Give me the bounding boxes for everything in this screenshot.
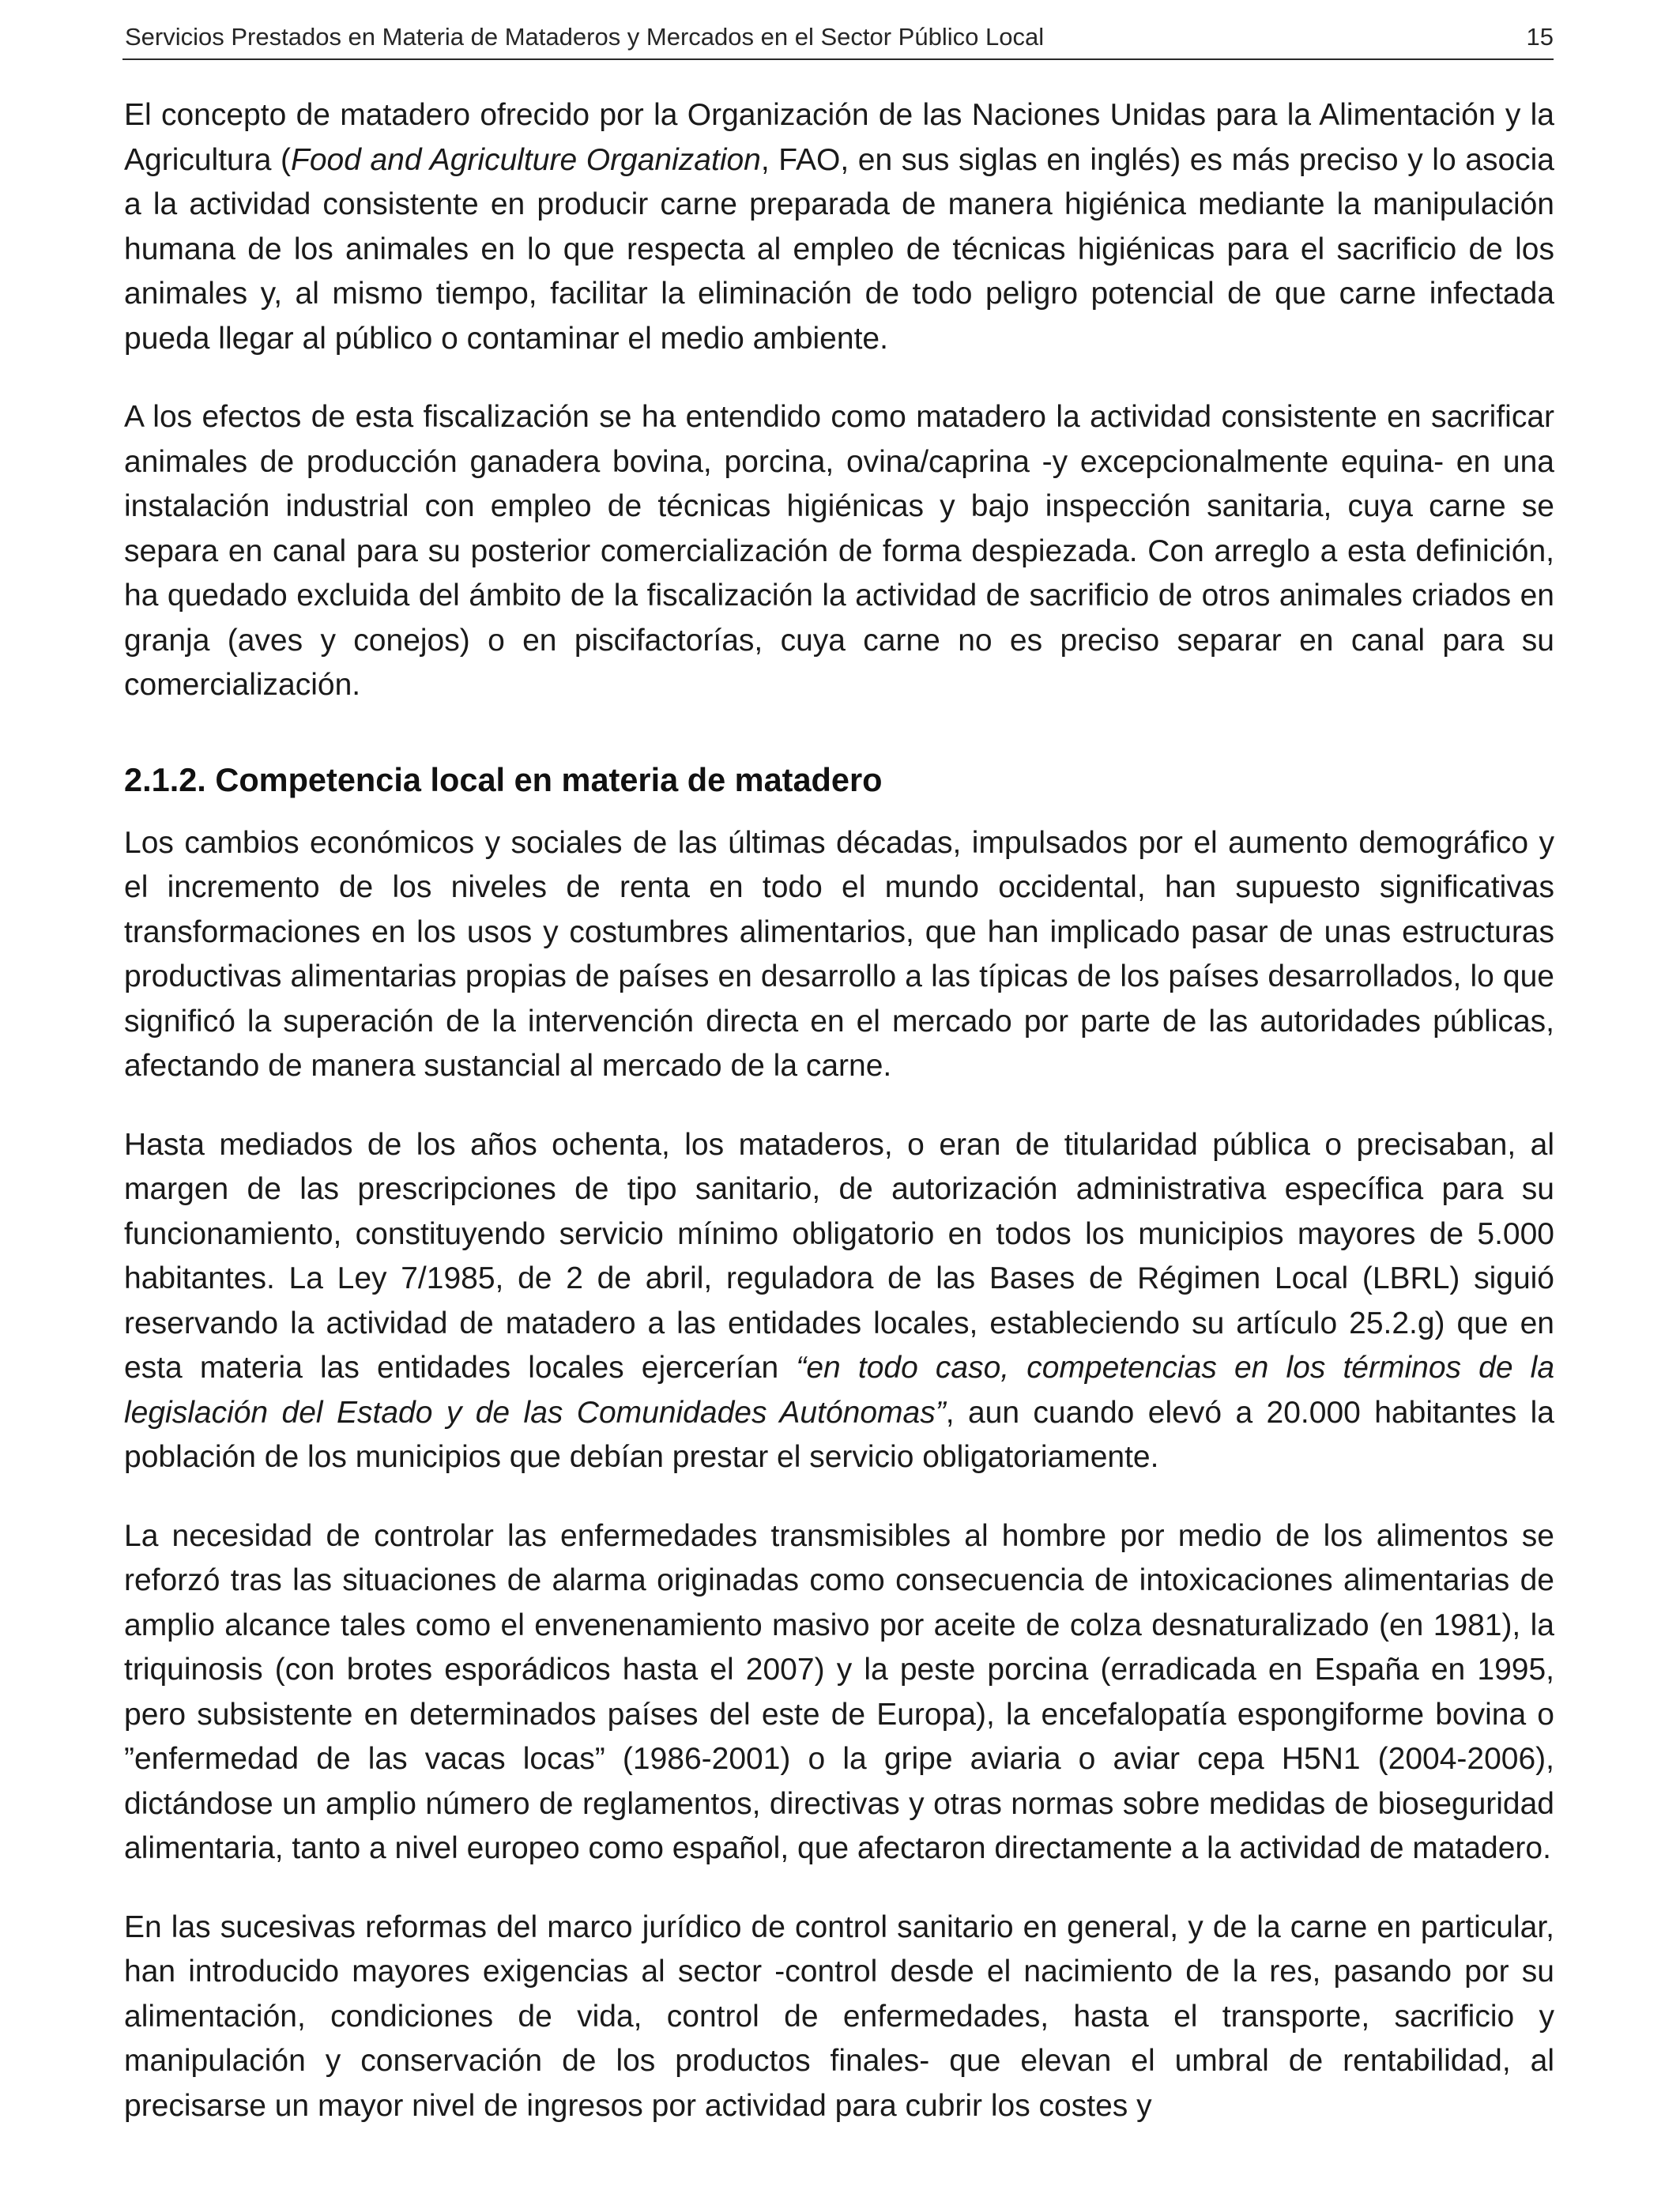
- paragraph-reforms: En las sucesivas reformas del marco jurídico de control sanitario en general, y de la carne en particular, han introducido mayores exigencias al sector -control desde el nacimiento de la res, pasando por su alimentación, condiciones de vida, control de enfermedades, hasta el transporte, sacrificio y manipulación y conservación de los productos finales- que elevan el umbral de rentabilidad, al precisarse un mayor nivel de ingresos por actividad para cubrir los costes y: [124, 1909, 1554, 2123]
- page-number: 15: [1526, 23, 1554, 51]
- paragraph-text: El concepto de matadero ofrecido por la Organización de las Naciones Unidas para la Alimentación y la Agricultura (: [124, 98, 1554, 177]
- italic-quote: “en todo caso, competencias en los términos de la legislación del Estado y de las Comunidades Autónomas”: [124, 1351, 1555, 1430]
- paragraph-legal-history: [124, 1123, 1554, 1480]
- running-title: Servicios Prestados en Materia de Mataderos y Mercados en el Sector Público Local: [125, 23, 1045, 51]
- paragraph-economic-changes: Los cambios económicos y sociales de las últimas décadas, impulsados por el aumento demográfico y el incremento de los niveles de renta en todo el mundo occidental, han supuesto significativas transformaciones en los usos y costumbres alimentarios, que han implicado pasar de unas estructuras productivas alimentarias propias de países en desarrollo a las típicas de los países desarrollados, lo que significó la superación de la intervención directa en el mercado por parte de las autoridades públicas, afectando de manera sustancial al mercado de la carne.: [124, 825, 1554, 1083]
- paragraph-disease-control: La necesidad de controlar las enfermedades transmisibles al hombre por medio de los alimentos se reforzó tras las situaciones de alarma originadas como consecuencia de intoxicaciones alimentarias de amplio alcance tales como el envenenamiento masivo por aceite de colza desnaturalizado (en 1981), la triquinosis (con brotes esporádicos hasta el 2007) y la peste porcina (erradicada en España en 1995, pero subsistente en determinados países del este de Europa), la encefalopatía espongiforme bovina o ”enfermedad de las vacas locas” (1986-2001) o la gripe aviaria o aviar cepa H5N1 (2004-2006), dictándose un amplio número de reglamentos, directivas y otras normas sobre medidas de bioseguridad alimentaria, tanto a nivel europeo como español, que afectaron directamente a la actividad de matadero.: [124, 1518, 1554, 1865]
- document-body: [124, 93, 1554, 2162]
- italic-text: Food and Agriculture Organization: [291, 142, 761, 177]
- paragraph-text: , aun cuando elevó a 20.000 habitantes la población de los municipios que debían prestar el servicio obligatoriamente.: [124, 1395, 1554, 1474]
- section-heading: 2.1.2. Competencia local en materia de matadero: [124, 760, 883, 798]
- paragraph-scope: A los efectos de esta fiscalización se ha entendido como matadero la actividad consistente en sacrificar animales de producción ganadera bovina, porcina, ovina/caprina -y excepcionalmente equina- en una instalación industrial con empleo de técnicas higiénicas y bajo inspección sanitaria, cuya carne se separa en canal para su posterior comercialización de forma despiezada. Con arreglo a esta definición, ha quedado excluida del ámbito de la fiscalización la actividad de sacrificio de otros animales criados en granja (aves y conejos) o en piscifactorías, cuya carne no es preciso separar en canal para su comercialización.: [124, 400, 1554, 702]
- paragraph-text: , FAO, en sus siglas en inglés) es más preciso y lo asocia a la actividad consistente en producir carne preparada de manera higiénica mediante la manipulación humana de los animales en lo que respecta al empleo de técnicas higiénicas para el sacrificio de los animales y, al mismo tiempo, facilitar la eliminación de todo peligro potencial de que carne infectada pueda llegar al público o contaminar el medio ambiente.: [124, 142, 1554, 356]
- page-header: [122, 11, 1554, 60]
- paragraph-text: Hasta mediados de los años ochenta, los mataderos, o eran de titularidad pública o precisaban, al margen de las prescripciones de tipo sanitario, de autorización administrativa específica para su funcionamiento, constituyendo servicio mínimo obligatorio en todos los municipios mayores de 5.000 habitantes. La Ley 7/1985, de 2 de abril, reguladora de las Bases de Régimen Local (LBRL) siguió reservando la actividad de matadero a las entidades locales, estableciendo su artículo 25.2.g) que en esta materia las entidades locales ejercerían: [124, 1127, 1554, 1385]
- paragraph-fao-definition: [124, 93, 1554, 361]
